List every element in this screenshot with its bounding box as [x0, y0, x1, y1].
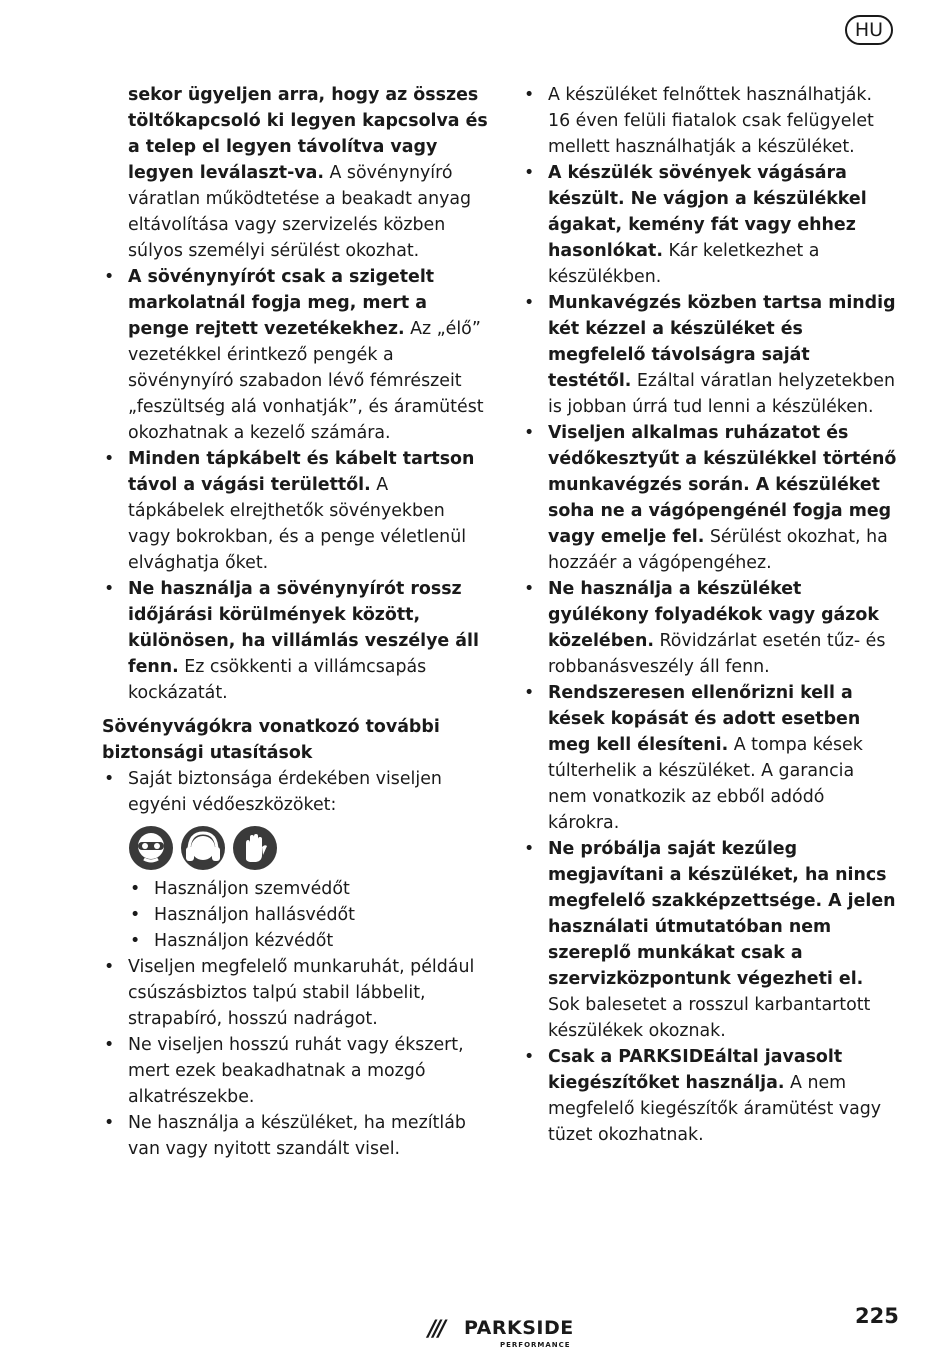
list-item-text: Sérülést okozhat, ha hozzáér a vágópengéhez. [548, 527, 888, 573]
intro-paragraph [102, 82, 488, 264]
list-item-bold: Munkavégzés közben tartsa mindig két kézzel a készüléket és megfelelő távolságra saját testétől. [548, 293, 896, 391]
list-item-text: A nem megfelelő kiegészítők áramütést vagy tüzet okozhatnak. [548, 1073, 882, 1145]
list-item [522, 680, 898, 836]
list-item-bold: Ne próbálja saját kezűleg megjavítani a készüléket, ha nincs megfelelő szakképzettsége. A jelen használati útmutatóban nem szereplő munkákat csak a szervizközpontunk végezheti el. [548, 839, 896, 989]
list-item-bold: Csak a PARKSIDEáltal javasolt kiegészítőket használja. [548, 1047, 843, 1093]
list-item [102, 446, 488, 576]
list-item-bold: Minden tápkábelt és kábelt tartson távol a vágási területtől. [128, 449, 475, 495]
list-item: • Viseljen megfelelő munkaruhát, például csúszásbiztos talpú stabil lábbelit, strapabíró, hosszú nadrágot. [102, 954, 488, 1032]
list-item [522, 1044, 898, 1148]
ppe-list-item: • Használjon kézvédőt [102, 928, 488, 954]
list-item [522, 82, 898, 160]
list-item-bold: Ne használja a sövénynyírót rossz időjárási körülmények között, különösen, ha villámlás veszélye áll fenn. [128, 579, 479, 677]
list-item [522, 576, 898, 680]
list-item [522, 290, 898, 420]
list-item-text: A tápkábelek elrejthetők sövényekben vagy bokrokban, és a penge véletlenül elvághatja őket. [128, 475, 467, 573]
list-item [522, 160, 898, 290]
logo-brand: PARKSIDE [464, 1317, 574, 1339]
list-item [522, 420, 898, 576]
list-item [522, 836, 898, 1044]
left-column [102, 82, 488, 1162]
language-badge: HU [845, 15, 893, 45]
logo-marks: /// [428, 1317, 444, 1342]
section-heading: Sövényvágókra vonatkozó további biztonsági utasítások [102, 717, 440, 763]
gloves-icon [232, 825, 278, 871]
list-item-text: Ezáltal váratlan helyzetekben is jobban úrrá tud lenni a készüléken. [548, 371, 896, 417]
eye-protection-icon [128, 825, 174, 871]
parkside-logo [428, 1313, 588, 1353]
list-item-text: A készüléket felnőttek használhatják. 16 éven felüli fiatalok csak felügyelet mellett használhatják a készüléket. [548, 85, 874, 157]
ppe-list-item: • Használjon hallásvédőt [102, 902, 488, 928]
list-item-bold: A sövénynyírót csak a szigetelt markolatnál fogja meg, mert a penge rejtett vezetékekhez. [128, 267, 435, 339]
right-column [522, 82, 898, 1148]
list-item-text: Ez csökkenti a villámcsapás kockázatát. [128, 657, 427, 703]
list-item: • Ne viseljen hosszú ruhát vagy ékszert, mert ezek beakadhatnak a mozgó alkatrészekbe. [102, 1032, 488, 1110]
list-item-bold: A készülék sövények vágására készült. Ne vágjon a készülékkel ágakat, kemény fát vagy ehhez hasonlókat. [548, 163, 867, 261]
list-item-text: Az „élő” vezetékkel érintkező pengék a sövénynyíró szabadon lévő fémrészeit „feszültség alá vonhatják”, és áramütést okozhatnak a kezelő számára. [128, 319, 484, 443]
hearing-protection-icon [180, 825, 226, 871]
list-item-bold: Ne használja a készüléket gyúlékony folyadékok vagy gázok közelében. [548, 579, 879, 651]
ppe-list-item: • Használjon szemvédőt [102, 876, 488, 902]
ppe-intro: • Saját biztonsága érdekében viseljen egyéni védőeszközöket: [102, 766, 488, 818]
list-item-text: Rövidzárlat esetén tűz- és robbanásveszély áll fenn. [548, 631, 886, 677]
list-item-text: Sok balesetet a rosszul karbantartott készülékek okoznak. [548, 995, 871, 1041]
list-item-bold: Viseljen alkalmas ruházatot és védőkesztyűt a készülékkel történő munkavégzés során. A készüléket soha ne a vágópengénél fogja meg vagy emelje fel. [548, 423, 897, 547]
ppe-icons [102, 822, 488, 874]
logo-subbrand: PERFORMANCE [500, 1341, 571, 1349]
list-item-bold: Rendszeresen ellenőrizni kell a kések kopását és adott esetben meg kell élesíteni. [548, 683, 861, 755]
intro-bold: sekor ügyeljen arra, hogy az összes töltőkapcsoló ki legyen kapcsolva és a telep el legyen távolítva vagy legyen leválaszt-va. [128, 85, 488, 183]
page-number: 225 [855, 1304, 899, 1328]
list-item [102, 264, 488, 446]
list-item: • Ne használja a készüléket, ha mezítláb van vagy nyitott szandált visel. [102, 1110, 488, 1162]
list-item [102, 576, 488, 706]
list-item-text: Kár keletkezhet a készülékben. [548, 241, 820, 287]
intro-text: A sövénynyíró váratlan működtetése a beakadt anyag eltávolítása vagy szervizelés közben súlyos személyi sérülést okozhat. [128, 163, 472, 261]
list-item-text: A tompa kések túlterhelik a készüléket. A garancia nem vonatkozik az ebből adódó károkra. [548, 735, 863, 833]
